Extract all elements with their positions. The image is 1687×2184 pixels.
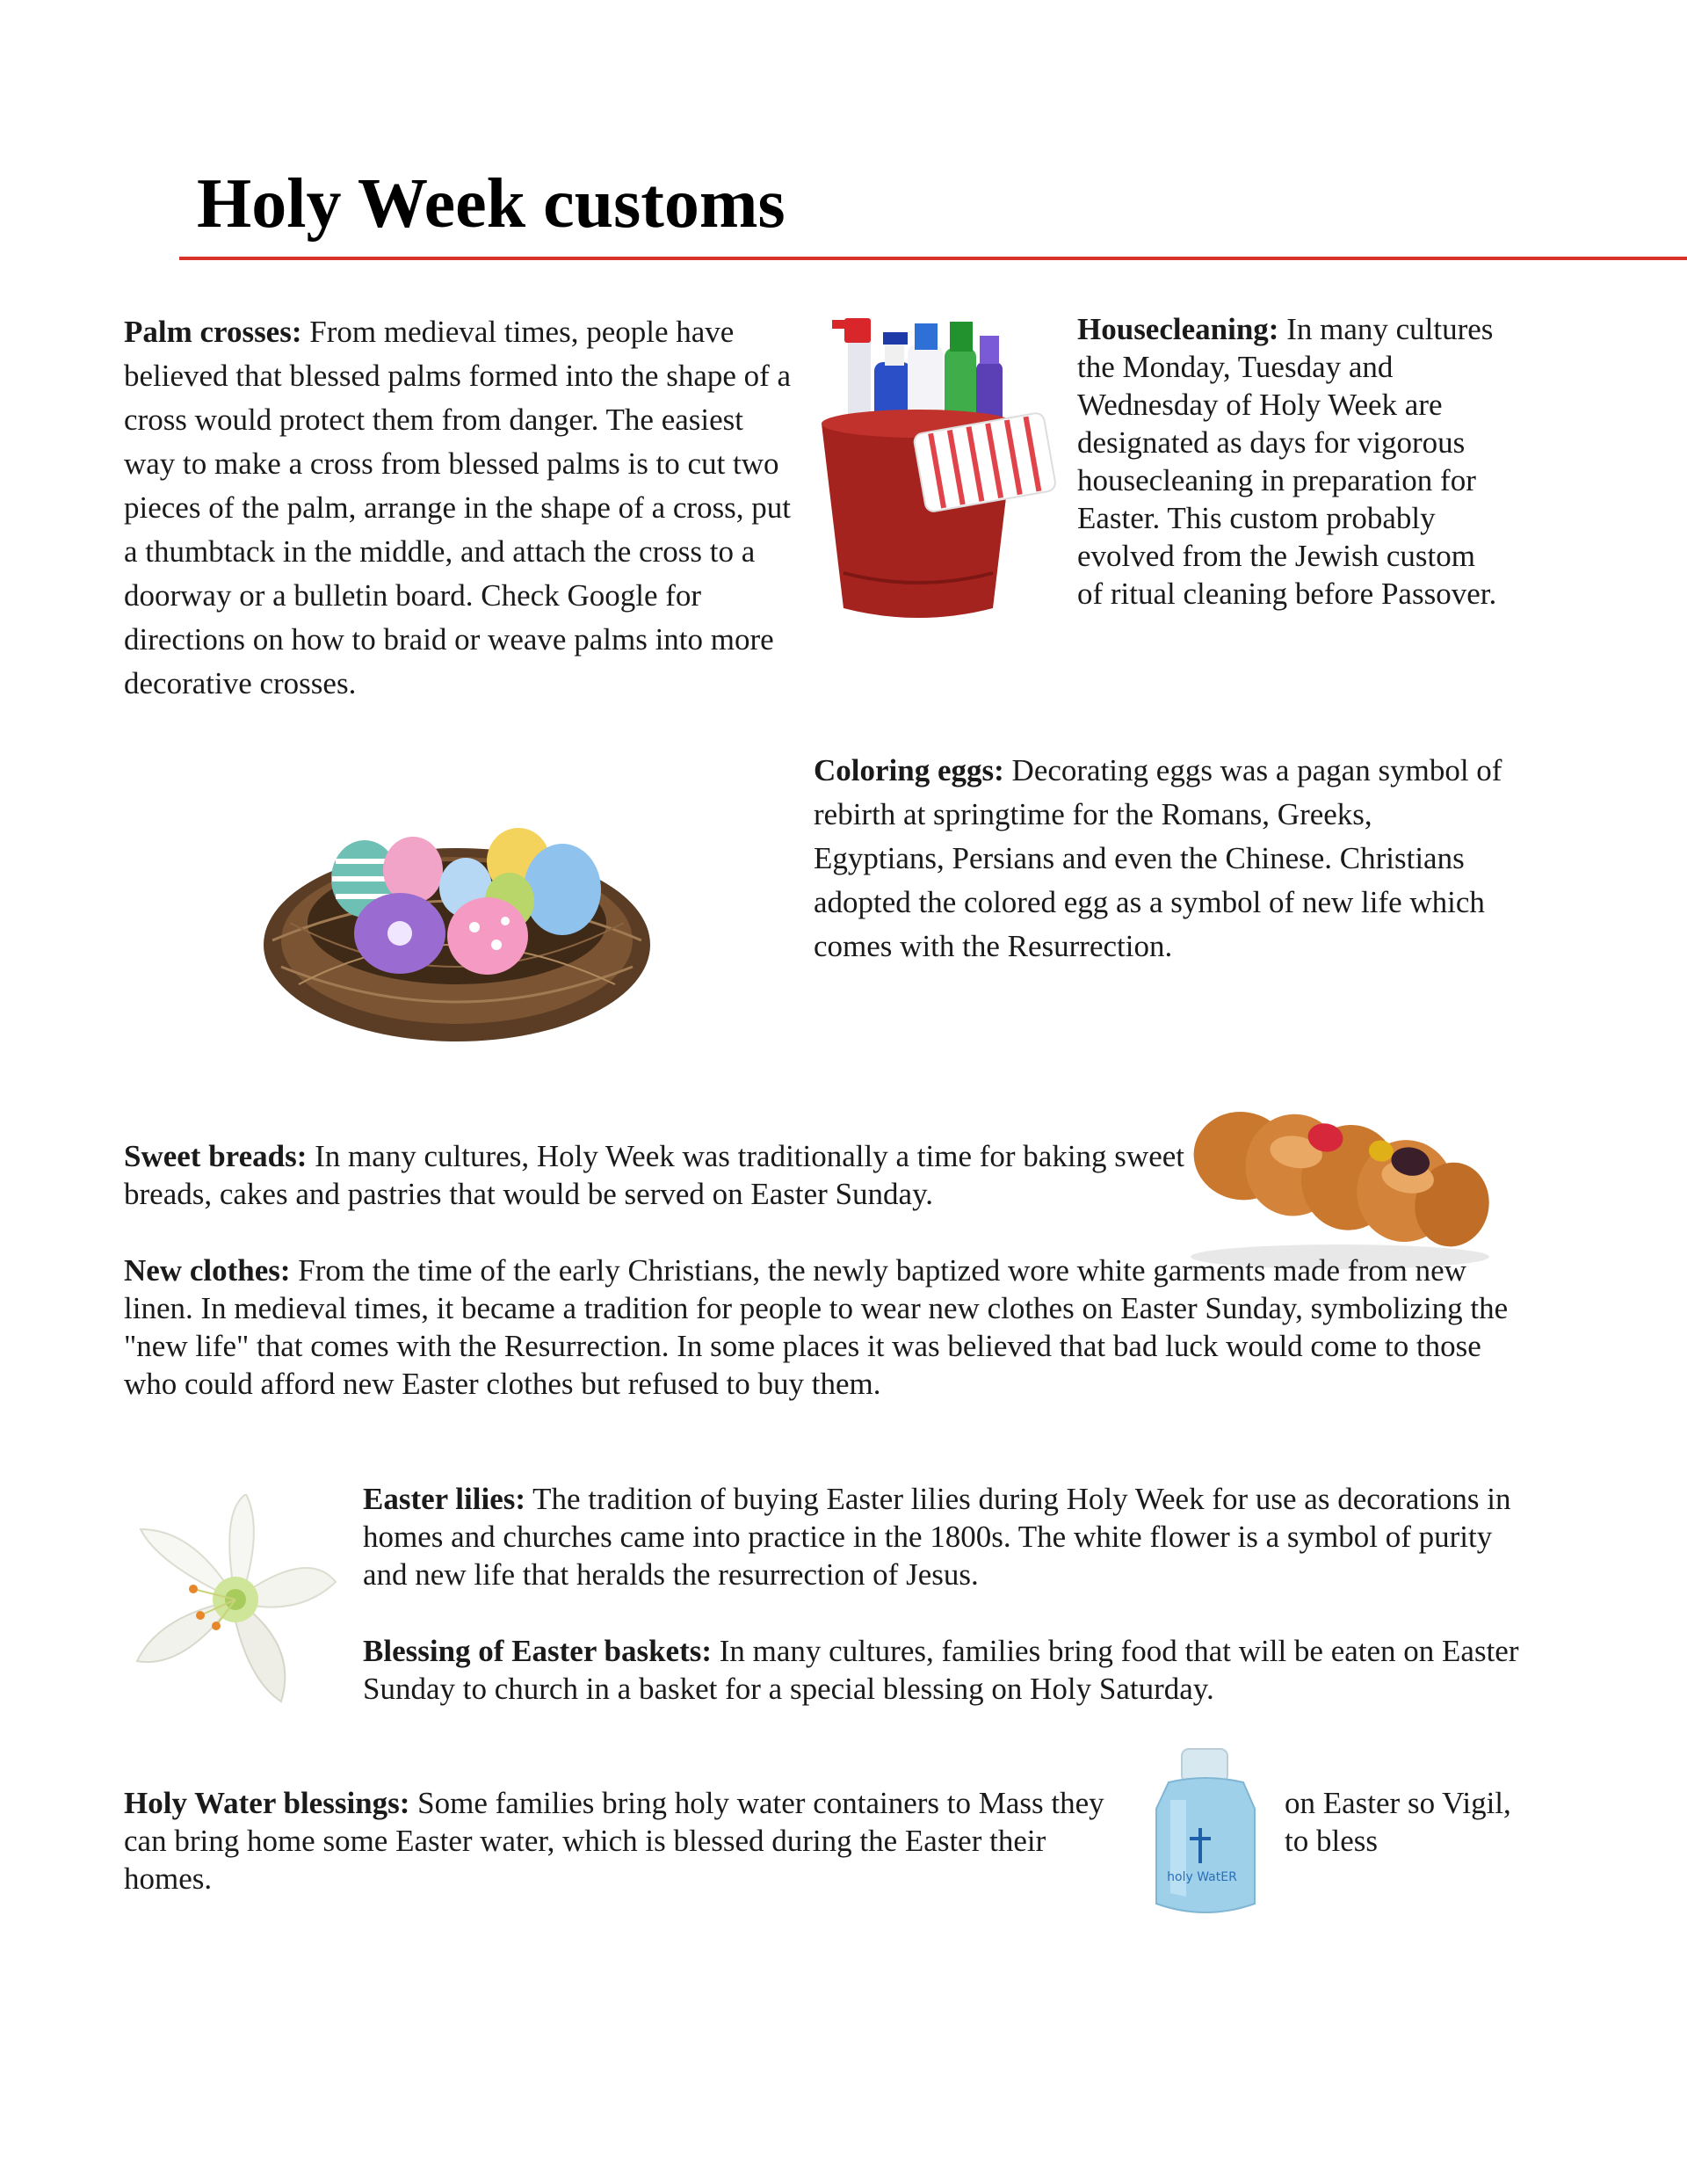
new-clothes-heading: New clothes: (124, 1253, 291, 1288)
sweet-bread-image (1186, 1090, 1494, 1274)
cleaning-bucket-image (813, 309, 1059, 635)
easter-egg-nest-image (255, 809, 659, 1046)
holy-water-body-right: on Easter so Vigil, to bless (1285, 1786, 1511, 1858)
holy-water-heading: Holy Water blessings: (124, 1786, 410, 1820)
easter-baskets-body: In many cultures, families bring food that will be eaten on Easter Sunday to church in a basket for a special blessing on Holy Saturday. (363, 1634, 1519, 1706)
housecleaning-paragraph (1077, 310, 1508, 613)
title-divider (179, 257, 1687, 260)
housecleaning-heading: Housecleaning: (1077, 312, 1279, 346)
palm-crosses-paragraph (124, 310, 792, 706)
easter-baskets-heading: Blessing of Easter baskets: (363, 1634, 713, 1668)
coloring-eggs-body: Decorating eggs was a pagan symbol of rebirth at springtime for the Romans, Greeks, Egyptians, Persians and even the Chinese. Christians adopted the colored egg as a symbol of new life which comes with the Resurrection. (814, 753, 1502, 963)
sweet-breads-body: In many cultures, Holy Week was traditionally a time for baking sweet breads, cakes and pastries that would be served on Easter Sunday. (124, 1139, 1184, 1211)
new-clothes-body: From the time of the early Christians, the newly baptized wore white garments made from new linen. In medieval times, it became a tradition for people to wear new clothes on Easter Sunday, symbolizing the "new life" that comes with the Resurrection. In some places it was believed that bad luck would come to those who could afford new Easter clothes but refused to buy them. (124, 1253, 1509, 1401)
holy-water-body-left: Some families bring holy water containers to Mass they can bring home some Easter water, which is blessed during the Easter their homes. (124, 1786, 1104, 1896)
palm-crosses-body: From medieval times, people have believed that blessed palms formed into the shape of a cross would protect them from danger. The easiest way to make a cross from blessed palms is to cut two pieces of the palm, arrange in the shape of a cross, put a thumbtack in the middle, and attach the cross to a doorway or a bulletin board. Check Google for directions on how to braid or weave palms into more decorative crosses. (124, 315, 792, 700)
page-title: Holy Week customs (197, 165, 786, 243)
easter-baskets-paragraph (363, 1632, 1523, 1708)
sweet-breads-heading: Sweet breads: (124, 1139, 308, 1173)
new-clothes-paragraph (124, 1252, 1521, 1403)
housecleaning-body: In many cultures the Monday, Tuesday and Wednesday of Holy Week are designated as days for vigorous housecleaning in preparation for Easter. This custom probably evolved from the Jewish custom of ritual cleaning before Passover. (1077, 312, 1497, 611)
sweet-breads-paragraph (124, 1137, 1196, 1213)
holy-water-bottle-image (1151, 1747, 1261, 1923)
holy-water-paragraph (124, 1784, 1134, 1897)
easter-lilies-body: The tradition of buying Easter lilies during Holy Week for use as decorations in homes and churches came into practice in the 1800s. The white flower is a symbol of purity and new life that heralds the resurrection of Jesus. (363, 1482, 1511, 1592)
palm-crosses-heading: Palm crosses: (124, 315, 302, 349)
easter-lily-image (132, 1494, 339, 1705)
coloring-eggs-heading: Coloring eggs: (814, 753, 1004, 787)
easter-lilies-paragraph (363, 1480, 1523, 1593)
bottle-label: holy WatER (1167, 1870, 1237, 1884)
coloring-eggs-paragraph (814, 749, 1508, 969)
easter-lilies-heading: Easter lilies: (363, 1482, 526, 1516)
